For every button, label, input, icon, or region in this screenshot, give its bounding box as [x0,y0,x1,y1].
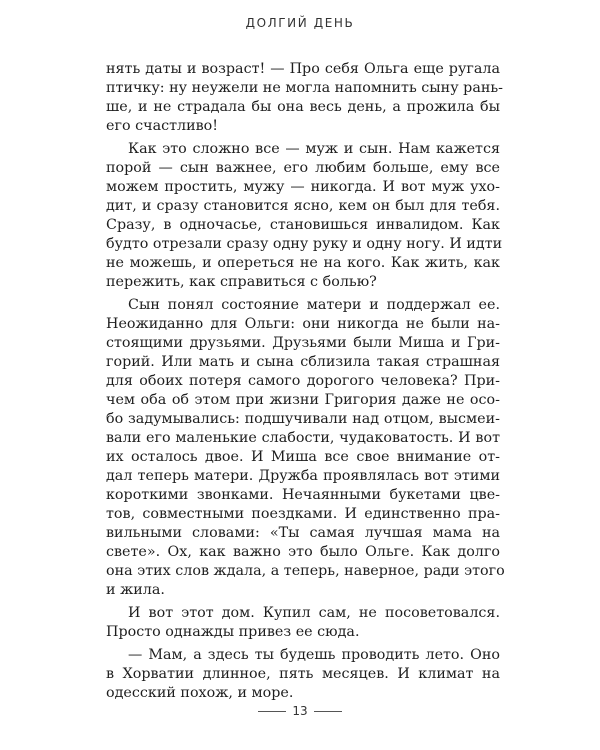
text-line: горий. Или мать и сына сблизила такая страшная [106,354,500,370]
text-line: их осталось двое. И Миша все свое внимание от- [106,449,500,465]
text-line: для обоих потеря самого дорогого человека? При- [106,373,500,389]
page-footer [0,704,600,718]
text-line: нять даты и возраст! — Про себя Ольга еще ругала [106,61,500,77]
paragraph-1 [106,60,503,136]
text-line: стоящими друзьями. Друзьями были Миша и Гри- [106,335,500,351]
folio-rule-left [258,711,286,712]
text-line: вали его маленькие слабости, чудаковатость. И вот [106,430,500,446]
text-line: порой — сын важнее, его любим больше, ему все [106,160,500,176]
page-number: 13 [292,704,308,718]
text-line: пережить, как справиться с болью? [106,274,377,290]
text-line: Сын понял состояние матери и поддержал ее. [128,297,500,313]
text-line: И вот этот дом. Купил сам, не посоветовался. [128,605,500,621]
text-line: вильными словами: «Ты самая лучшая мама на [106,525,500,541]
paragraph-5 [106,646,500,703]
text-line: в Хорватии длинное, пять месяцев. И климат на [106,666,500,682]
folio-rule-right [314,711,342,712]
text-line: птичку: ну неужели не могла напомнить сыну рань- [106,80,503,96]
text-line: ше, и не страдала бы она весь день, а прожила бы [106,99,500,115]
text-line: его счастливо! [106,118,219,134]
text-line: Неожиданно для Ольги: они никогда не были на- [106,316,500,332]
text-line: можем простить, мужу — никогда. И вот муж ухо- [106,179,500,195]
text-line: Просто однажды привез ее сюда. [106,624,360,640]
paragraph-4 [106,604,500,642]
text-line: не можешь, и опереться не на кого. Как жить, как [106,255,500,271]
text-line: и жила. [106,582,165,598]
text-line: тов, совместными поездками. И единственно пра- [106,506,500,522]
paragraph-3 [106,296,505,600]
text-line: она этих слов ждала, а теперь, наверное, ради этого [106,563,505,579]
text-line: одесский похож, и море. [106,685,294,701]
text-line: — Мам, а здесь ты будешь проводить лето. Оно [128,647,500,663]
running-head: ДОЛГИЙ ДЕНЬ [245,16,355,30]
text-line: свете». Ох, как важно это было Ольге. Как долго [106,544,500,560]
paragraph-2 [106,140,503,292]
text-line: дал теперь матери. Дружба проявлялась вот этими [106,468,500,484]
text-line: будто отрезали сразу одну руку и одну ногу. И идти [106,236,503,252]
text-line: дит, и сразу становится ясно, кем он был для тебя. [106,198,500,214]
text-line: бо задумывались: подшучивали над отцом, высмеи- [106,411,500,427]
text-line: Сразу, в одночасье, становишься инвалидом. Как [106,217,500,233]
text-line: Как это сложно все — муж и сын. Нам кажется [128,141,500,157]
text-line: чем оба об этом при жизни Григория даже не осо- [106,392,500,408]
text-line: короткими звонками. Нечаянными букетами цве- [106,487,500,503]
body-text [106,60,505,707]
